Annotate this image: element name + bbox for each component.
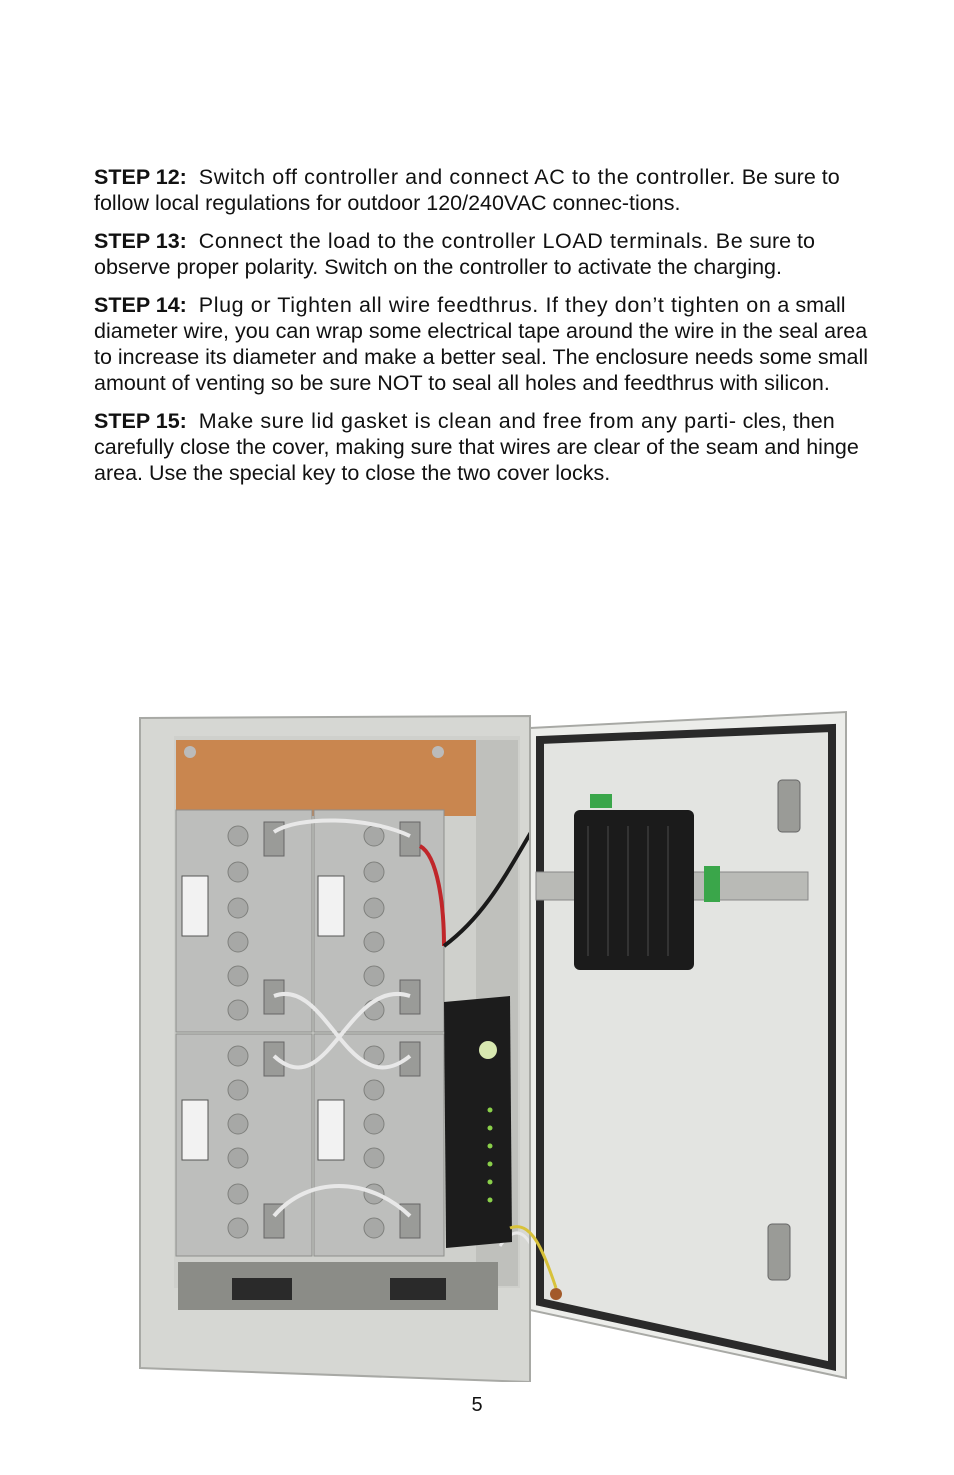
step-label: STEP 13: — [94, 229, 187, 253]
charge-controller — [444, 996, 512, 1248]
step-lead: Connect the load to the controller LOAD terminals. Be — [198, 229, 744, 253]
step-lead: Plug or Tighten all wire feedthrus. If they don’t tighten on — [198, 293, 772, 317]
step-body: cles, then carefully close the cover, making sure that wires are clear of the seam and hinge area. Use the special key to close the two cover locks. — [94, 409, 859, 485]
enclosure-photo — [138, 706, 850, 1382]
step-body: Be sure to follow local regulations for outdoor 120/240VAC connec-tions. — [94, 165, 840, 215]
step-label: STEP 14: — [94, 293, 187, 317]
step-12 — [94, 164, 869, 216]
page-number: 5 — [471, 1394, 483, 1416]
step-body: sure to observe proper polarity. Switch on the controller to activate the charging. — [94, 229, 815, 279]
instructions — [94, 164, 869, 498]
step-label: STEP 12: — [94, 165, 187, 189]
step-label: STEP 15: — [94, 409, 187, 433]
step-body: a small diameter wire, you can wrap some electrical tape around the wire in the seal area to increase its diameter and make a better seal. The enclosure needs some small amount of venting so be sure NOT to seal all holes and feedthrus with silicon. — [94, 293, 868, 395]
step-lead: Make sure lid gasket is clean and free from any parti- — [198, 409, 737, 433]
cabinet-door — [510, 712, 846, 1378]
step-13 — [94, 228, 869, 280]
step-lead: Switch off controller and connect AC to the controller. — [198, 165, 736, 189]
step-14 — [94, 292, 869, 396]
step-15 — [94, 408, 869, 486]
